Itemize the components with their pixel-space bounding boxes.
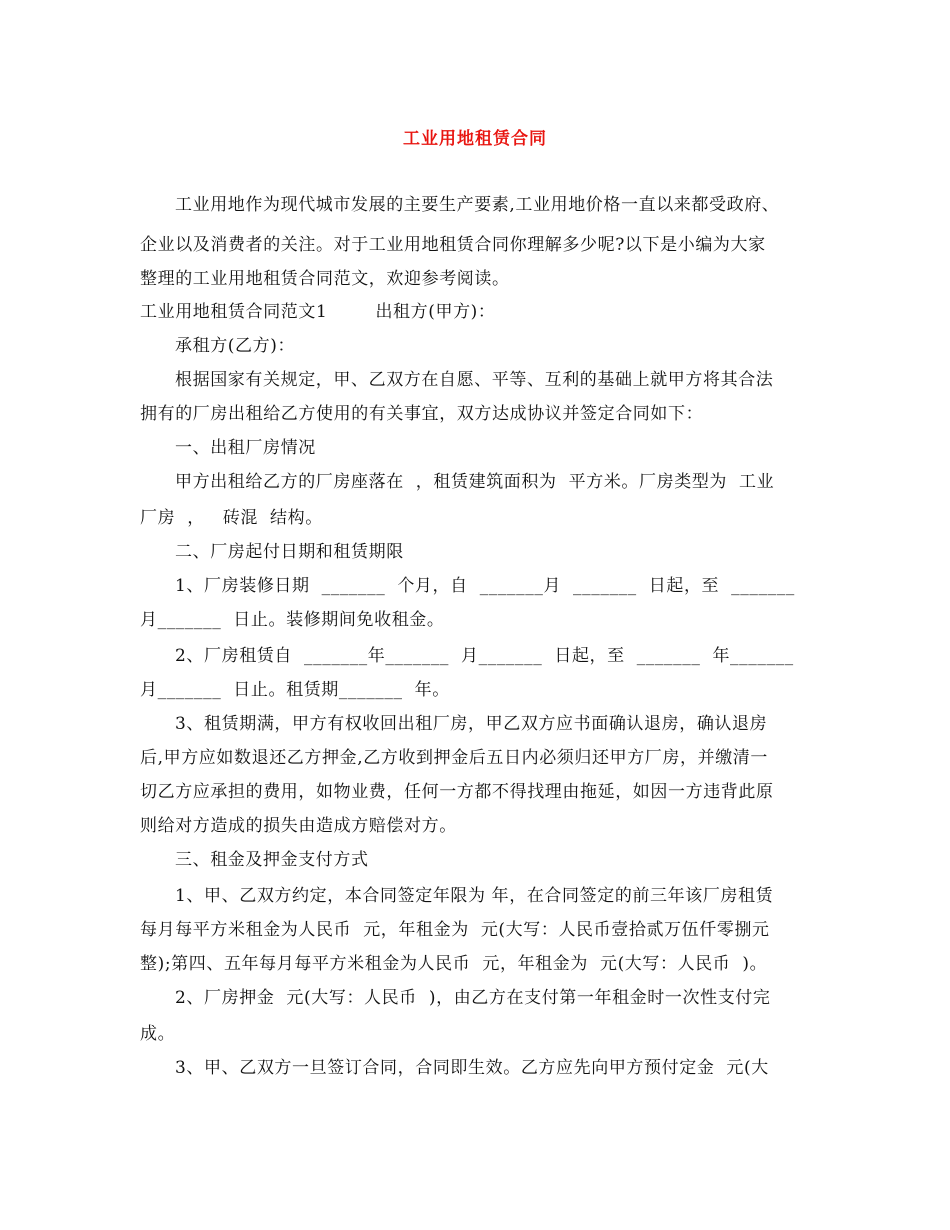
body-line: 月_______ 日止。装修期间免收租金。 (140, 610, 445, 630)
body-line: 2、厂房押金 元(大写：人民币 )，由乙方在支付第一年租金时一次性支付完 (175, 988, 771, 1008)
body-line: 后,甲方应如数退还乙方押金,乙方收到押金后五日内必须归还甲方厂房，并缴清一 (140, 748, 769, 768)
body-line: 切乙方应承担的费用，如物业费，任何一方都不得找理由拖延，如因一方违背此原 (140, 782, 774, 802)
body-line: 工业用地租赁合同范文1 出租方(甲方)： (140, 302, 496, 322)
body-line: 拥有的厂房出租给乙方使用的有关事宜，双方达成协议并签定合同如下： (140, 404, 704, 424)
body-line: 工业用地作为现代城市发展的主要生产要素,工业用地价格一直以来都受政府、 (175, 195, 780, 215)
body-line: 成。 (140, 1024, 176, 1044)
body-line: 2、厂房租赁自 _______年_______ 月_______ 日起，至 _______ 年_______ (175, 646, 794, 666)
body-line: 甲方出租给乙方的厂房座落在 ，租赁建筑面积为 平方米。厂房类型为 工业 (175, 472, 775, 492)
body-line: 整理的工业用地租赁合同范文，欢迎参考阅读。 (140, 269, 510, 289)
section-heading: 一、出租厂房情况 (175, 438, 316, 458)
body-line: 则给对方造成的损失由造成方赔偿对方。 (140, 816, 457, 836)
body-line: 每月每平方米租金为人民币 元，年租金为 元(大写：人民币壹拾贰万伍仟零捌元 (140, 920, 770, 940)
body-line: 3、甲、乙双方一旦签订合同，合同即生效。乙方应先向甲方预付定金 元(大 (175, 1058, 769, 1078)
body-line: 承租方(乙方)： (175, 336, 296, 356)
body-line: 企业以及消费者的关注。对于工业用地租赁合同你理解多少呢?以下是小编为大家 (140, 235, 766, 255)
document-title: 工业用地租赁合同 (403, 129, 547, 149)
body-line: 整);第四、五年每月每平方米租金为人民币 元，年租金为 元(大写：人民币 )。 (140, 954, 768, 974)
body-line: 月_______ 日止。租赁期_______ 年。 (140, 680, 450, 700)
body-line: 1、甲、乙双方约定，本合同签定年限为 年，在合同签定的前三年该厂房租赁 (175, 886, 774, 906)
body-line: 3、租赁期满，甲方有权收回出租厂房，甲乙双方应书面确认退房，确认退房 (175, 714, 768, 734)
section-heading: 二、厂房起付日期和租赁期限 (175, 542, 404, 562)
section-heading: 三、租金及押金支付方式 (175, 850, 369, 870)
body-line: 根据国家有关规定，甲、乙双方在自愿、平等、互利的基础上就甲方将其合法 (175, 370, 774, 390)
body-line: 1、厂房装修日期 _______ 个月，自 _______月 _______ 日起，至 _______ (175, 576, 795, 596)
body-line: 厂房 ， 砖混 结构。 (140, 508, 323, 528)
